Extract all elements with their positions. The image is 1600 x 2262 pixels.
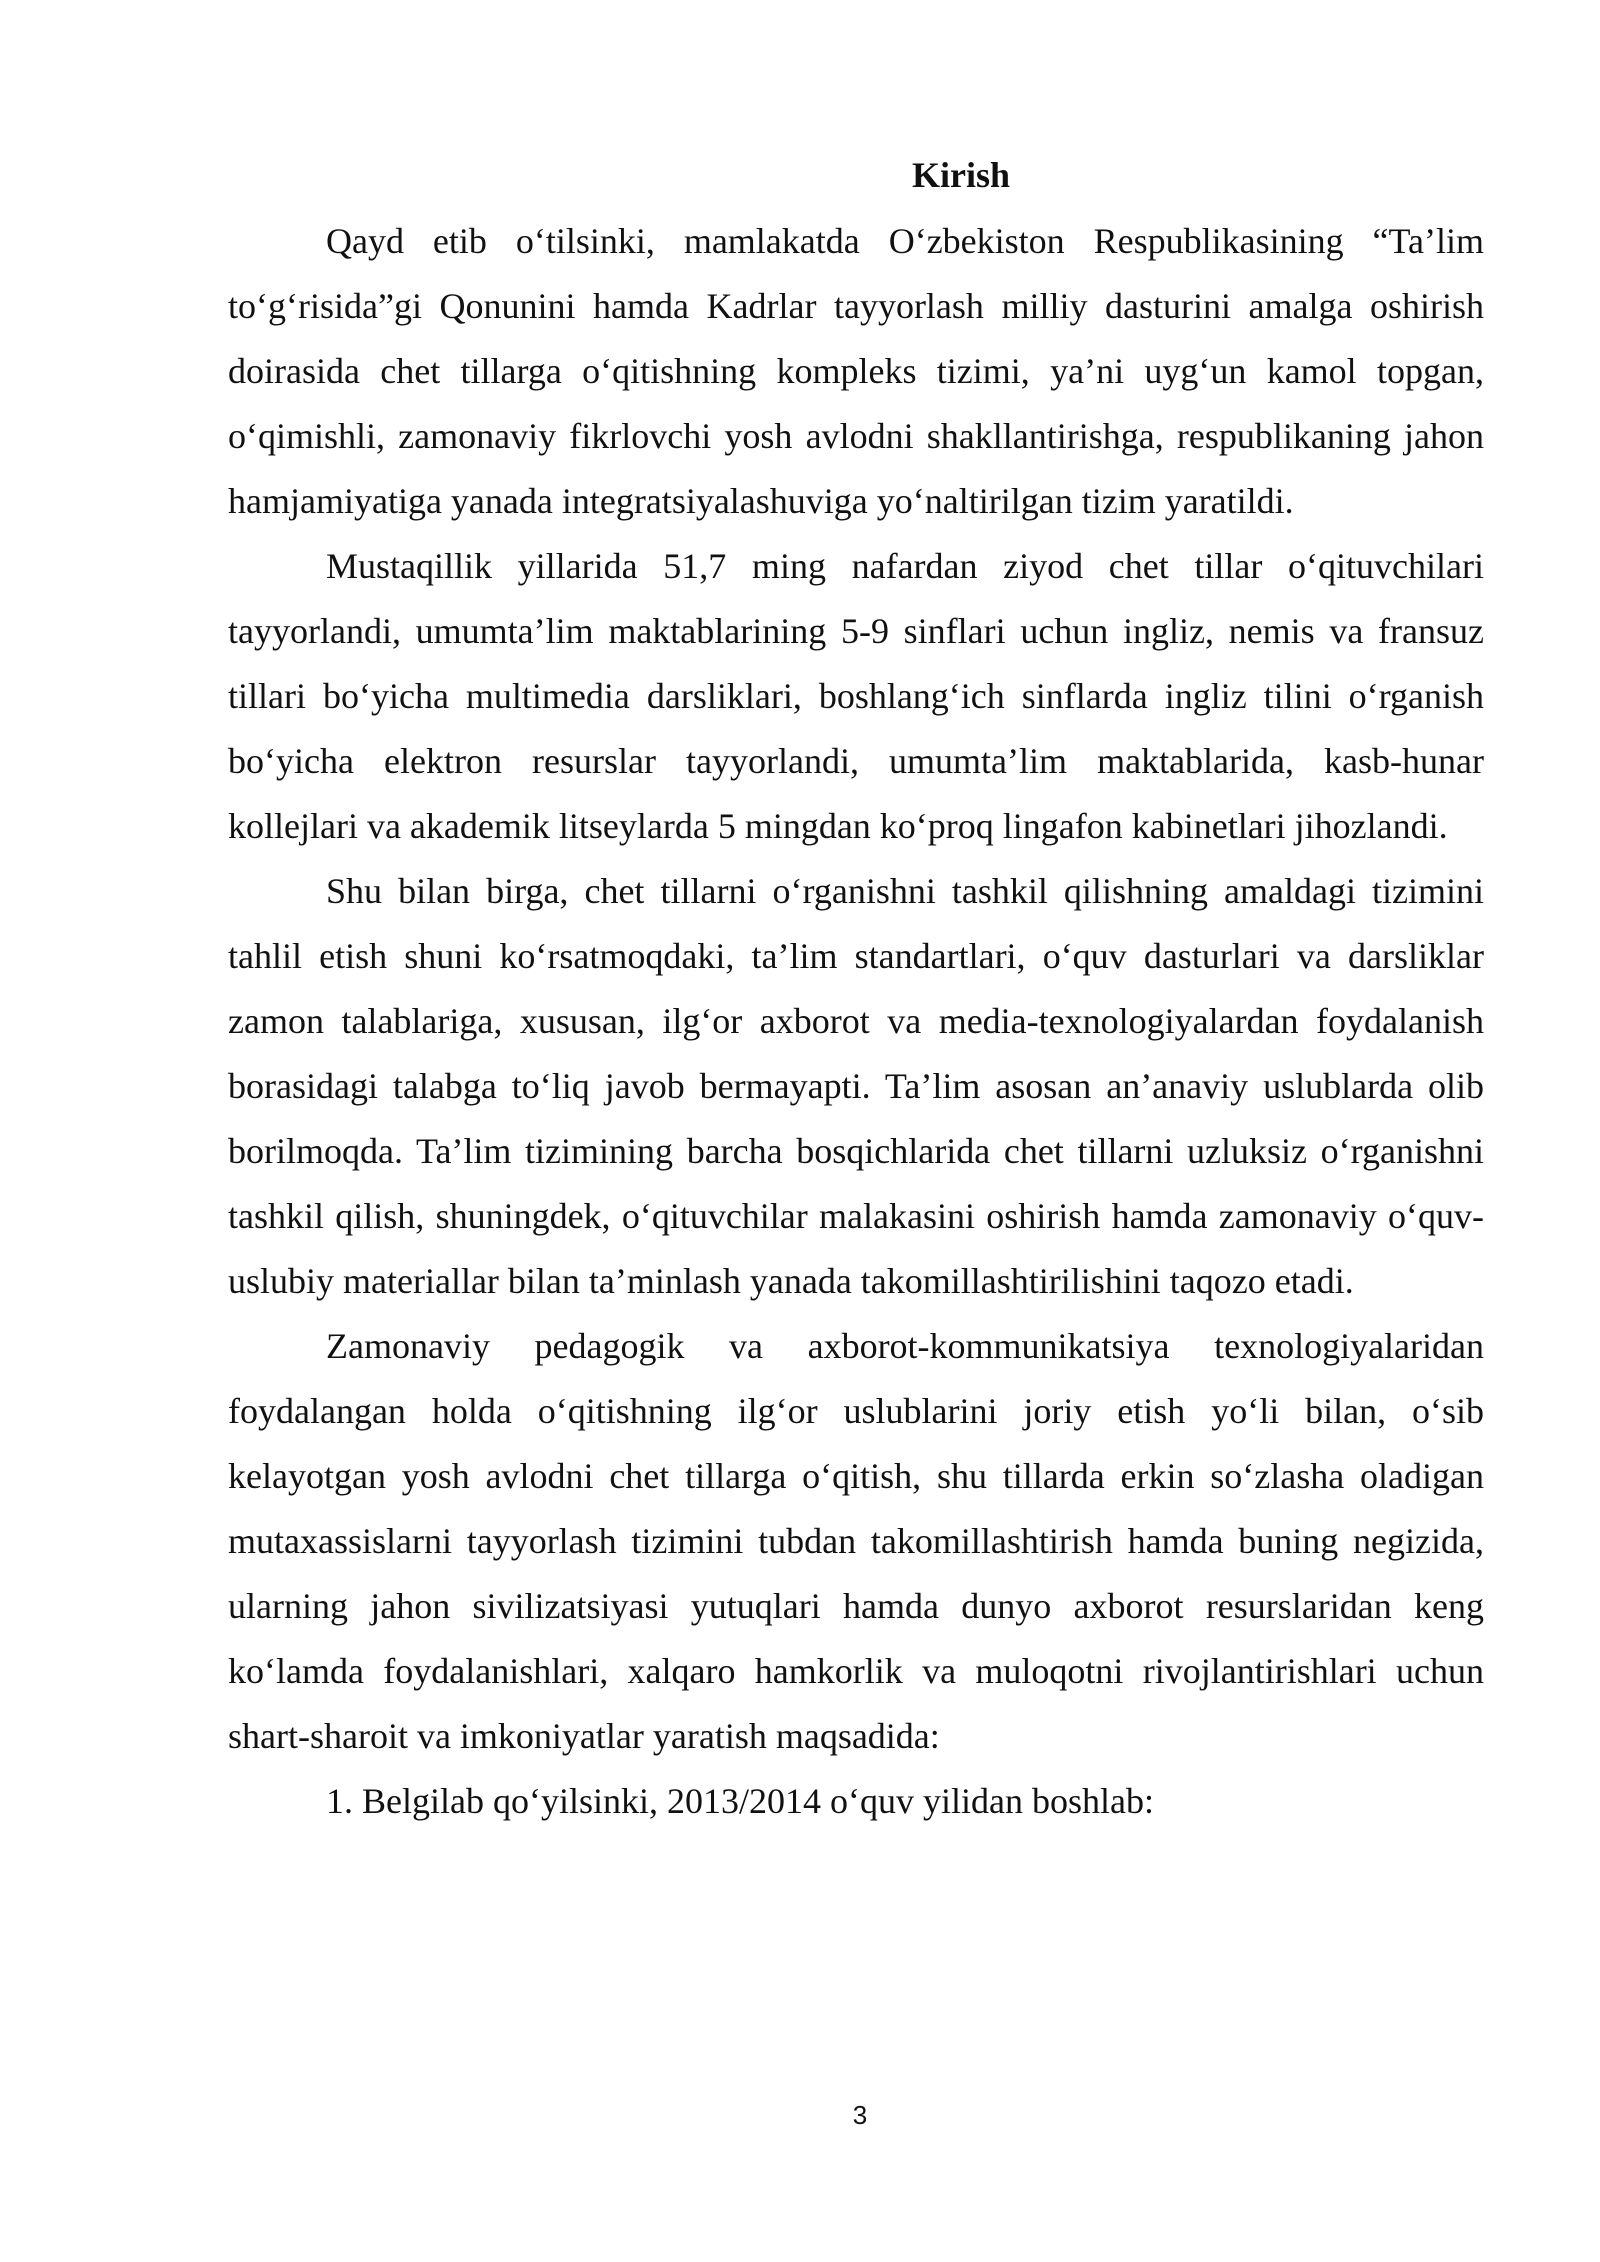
section-title: Kirish [911, 155, 1010, 195]
paragraph-2: Mustaqillik yillarida 51,7 ming nafardan ziyod chet tillar o‘qituvchilari tayyorlandi, umumta’lim maktablarining 5-9 sinflari uchun ingliz, nemis va fransuz tillari bo‘yicha multimedia darsliklari, boshlang‘ich sinflarda ingliz tilini o‘rganish bo‘yicha elektron resurslar tayyorlandi, umumta’lim maktablarida, kasb-hunar kollejlari va akademik litseylarda 5 mingdan ko‘proq lingafon kabinetlari jihozlandi. [228, 546, 1484, 846]
document-body [228, 150, 1484, 1834]
paragraph-5: 1. Belgilab qo‘yilsinki, 2013/2014 o‘quv yilidan boshlab: [326, 1781, 1154, 1821]
paragraph-1: Qayd etib o‘tilsinki, mamlakatda O‘zbekiston Respublikasining “Ta’lim to‘g‘risida”gi Qonunini hamda Kadrlar tayyorlash milliy dasturini amalga oshirish doirasida chet tillarga o‘qitishning kompleks tizimi, ya’ni uyg‘un kamol topgan, o‘qimishli, zamonaviy fikrlovchi yosh avlodni shakllantirishga, respublikaning jahon hamjamiyatiga yanada integratsiyalashuviga yo‘naltirilgan tizim yaratildi. [228, 221, 1484, 521]
paragraph-3: Shu bilan birga, chet tillarni o‘rganishni tashkil qilishning amaldagi tizimini tahlil etish shuni ko‘rsatmoqdaki, ta’lim standartlari, o‘quv dasturlari va darsliklar zamon talablariga, xususan, ilg‘or axborot va media-texnologiyalardan foydalanish borasidagi talabga to‘liq javob bermayapti. Ta’lim asosan an’anaviy uslublarda olib borilmoqda. Ta’lim tizimining barcha bosqichlarida chet tillarni uzluksiz o‘rganishni tashkil qilish, shuningdek, o‘qituvchilar malakasini oshirish hamda zamonaviy o‘quv-uslubiy materiallar bilan ta’minlash yanada takomillashtirilishini taqozo etadi. [228, 871, 1484, 1301]
page-number: 3 [852, 2100, 868, 2130]
paragraph-4: Zamonaviy pedagogik va axborot-kommunikatsiya texnologiyalaridan foydalangan holda o‘qitishning ilg‘or uslublarini joriy etish yo‘li bilan, o‘sib kelayotgan yosh avlodni chet tillarga o‘qitish, shu tillarda erkin so‘zlasha oladigan mutaxassislarni tayyorlash tizimini tubdan takomillashtirish hamda buning negizida, ularning jahon sivilizatsiyasi yutuqlari hamda dunyo axborot resurslaridan keng ko‘lamda foydalanishlari, xalqaro hamkorlik va muloqotni rivojlantirishlari uchun shart-sharoit va imkoniyatlar yaratish maqsadida: [228, 1326, 1484, 1756]
